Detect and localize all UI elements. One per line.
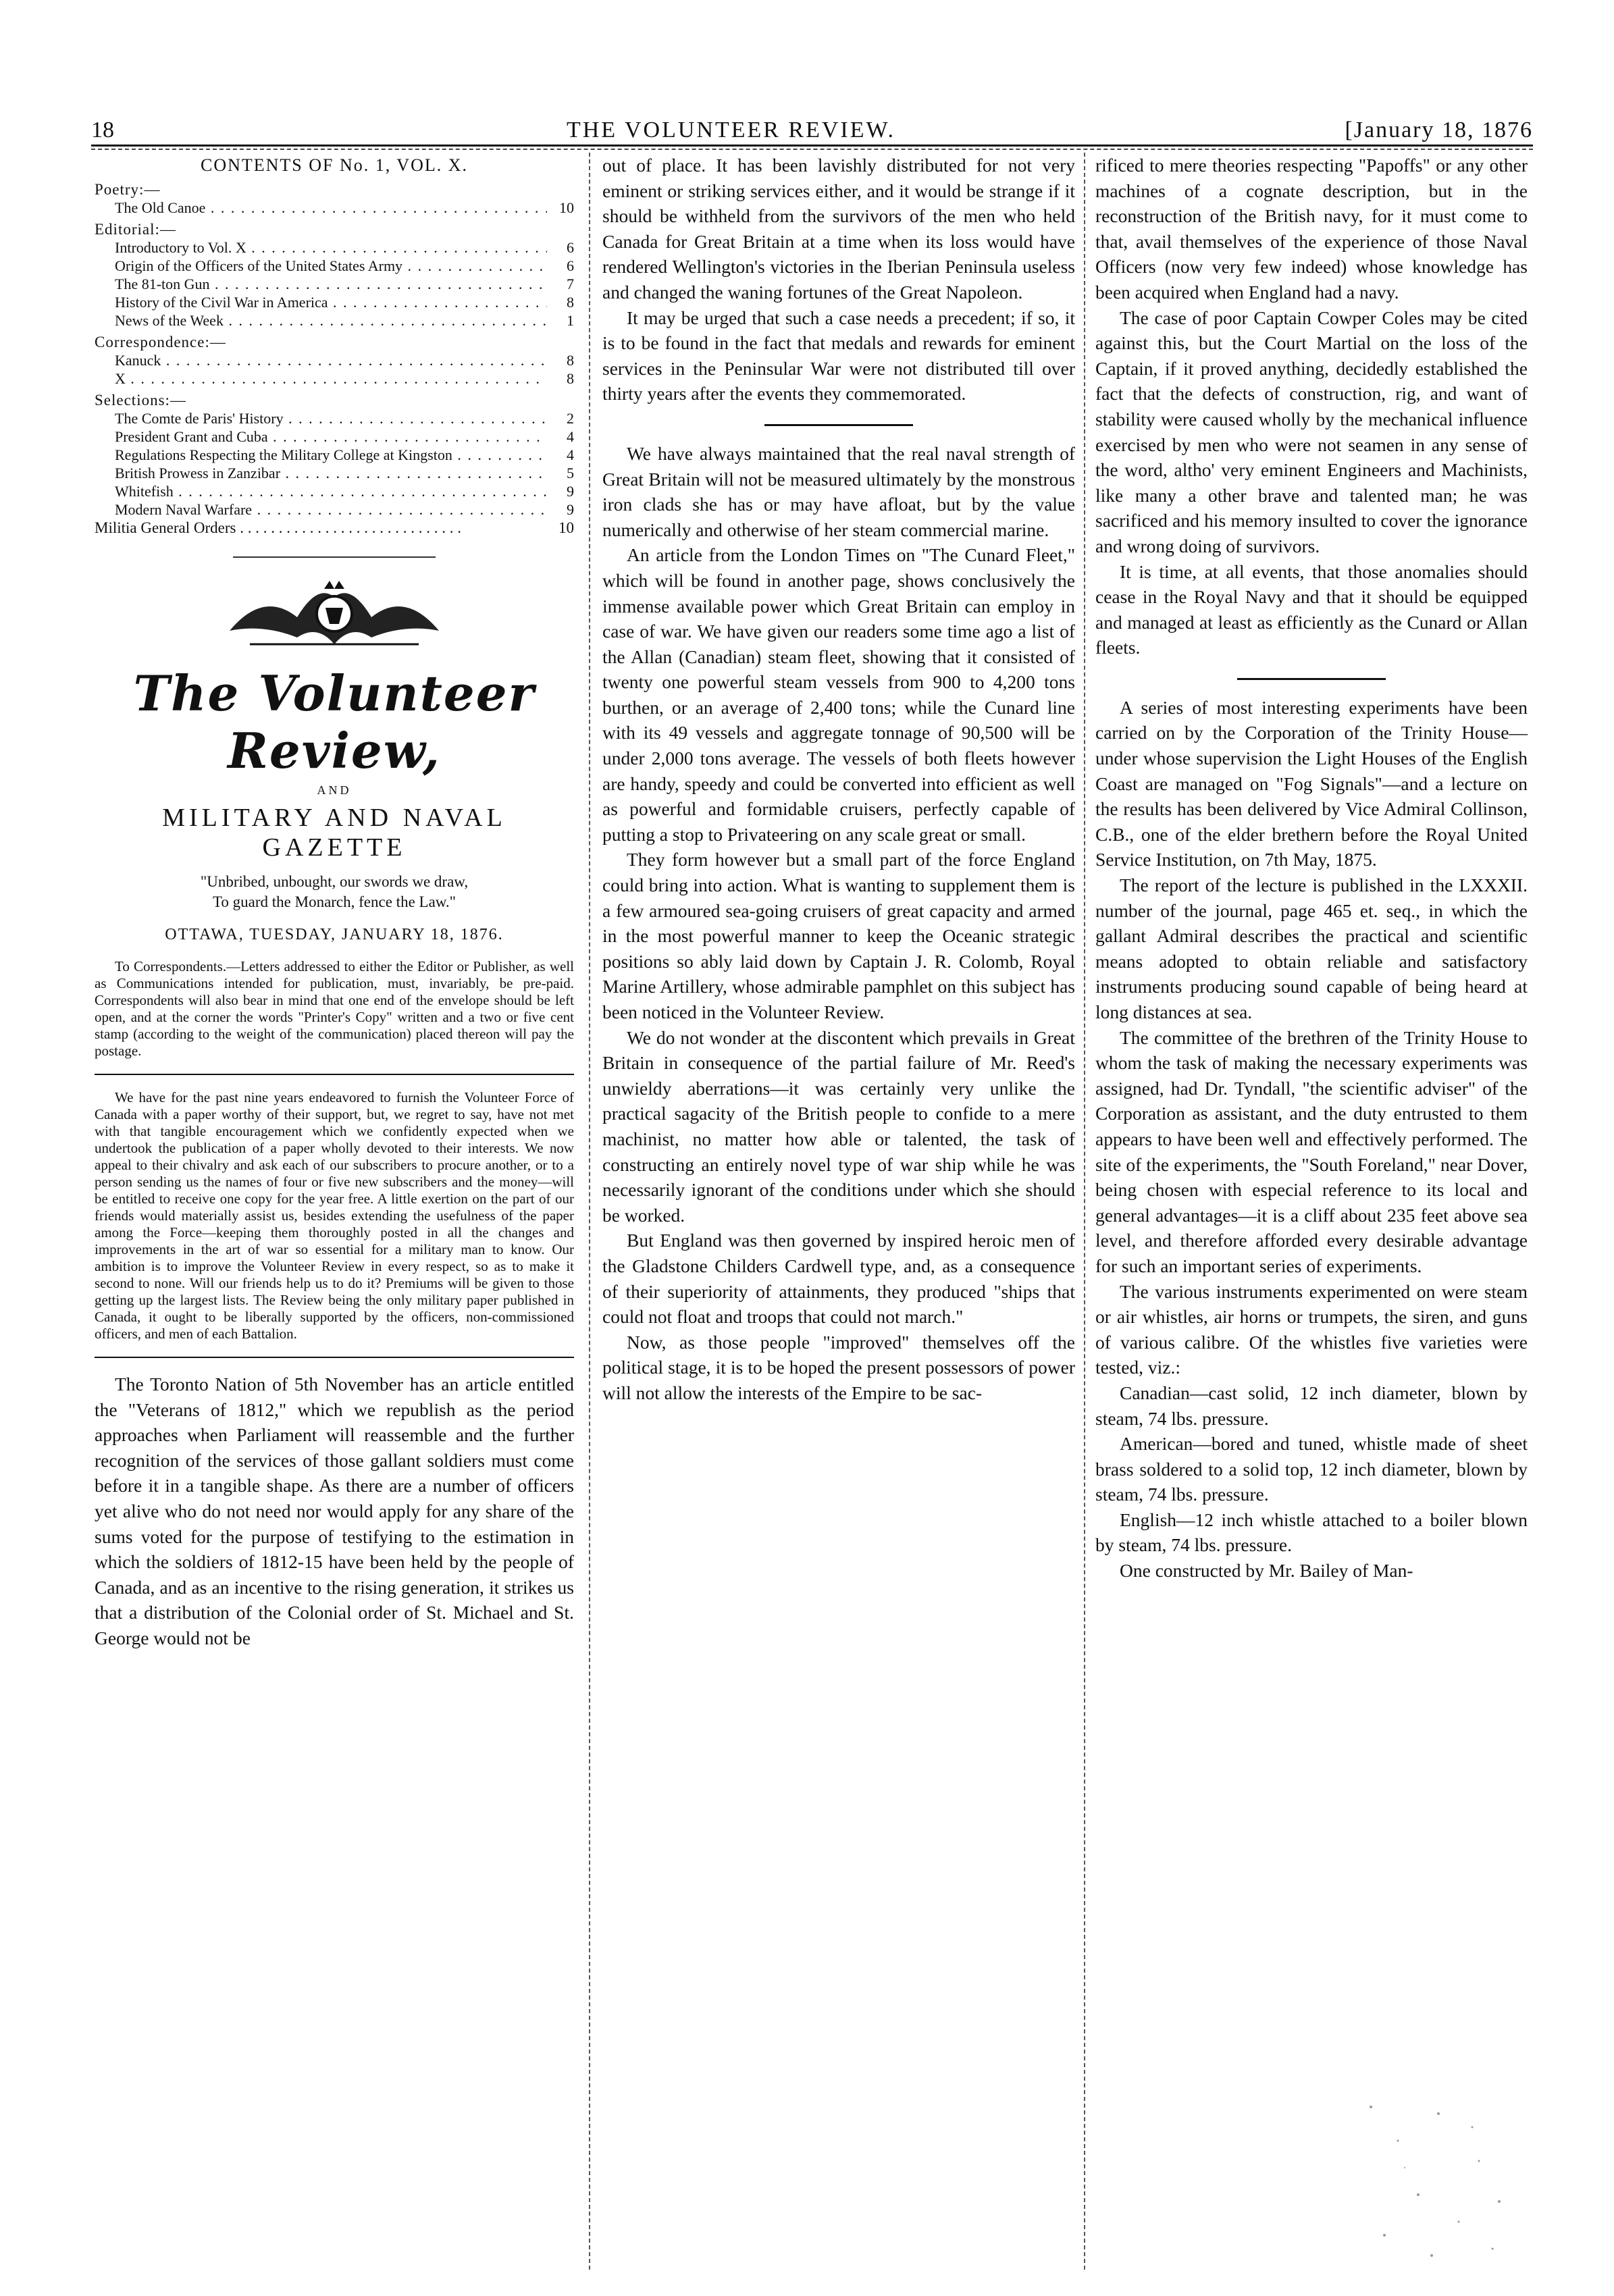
publication-title: THE VOLUNTEER REVIEW.	[566, 118, 895, 142]
print-speckle-decoration	[1357, 2087, 1513, 2269]
masthead-and: AND	[317, 783, 352, 797]
contents-item: Militia General Orders . . . 10	[95, 519, 574, 538]
article-paragraph: Canadian—cast solid, 12 inch diameter, blown by steam, 74 lbs. pressure.	[1095, 1382, 1528, 1429]
contents-item: Whitefish . . . 9	[95, 482, 574, 500]
contents-item: Regulations Respecting the Military College at Kingston . . . 4	[95, 446, 574, 464]
dateline: OTTAWA, TUESDAY, JANUARY 18, 1876.	[165, 926, 504, 943]
contents-item: British Prowess in Zanzibar . . . 5	[95, 464, 574, 482]
column-divider	[589, 153, 590, 2270]
column-3	[1095, 153, 1528, 1584]
page-header	[91, 101, 1533, 143]
article-paragraph: The report of the lecture is published in the LXXXII. number of the journal, page 465 et. seq., in which the gallant Admiral describes the practical and scientific means adopted to obtain reliable and satisfactory instruments producing sound capable of being heard at long distances at sea.	[1095, 875, 1528, 1022]
contents-item: The Comte de Paris' History . . . 2	[95, 409, 574, 427]
article-paragraph: The case of poor Captain Cowper Coles may be cited against this, but the Court Martial on the loss of the Captain, if it proved anything, decidedly established the fact that the defects of construction, rig, and want of stability were caused wholly by the mechanical influence exercised by men who were not seamen in any sense of the word, altho' very eminent Engineers and Machinists, like many a other brave and talented man; he was sacrificed and his memory insulted to cover the ignorance and wrong doing of survivors.	[1095, 307, 1528, 556]
contents-section: Editorial:— Introductory to Vol. X . . . 6 Origin of the Officers of the United States Army . . . 6 The 81-ton Gun . . . 7 History of the Civil War in America . . . 8 News of the Week . . . 1	[95, 221, 574, 330]
article-paragraph: American—bored and tuned, whistle made of sheet brass soldered to a solid top, 12 inch diameter, blown by steam, 74 lbs. pressure.	[1095, 1433, 1528, 1505]
contents-item: News of the Week . . . 1	[95, 311, 574, 330]
article-paragraph: They form however but a small part of the force England could bring into action. What is wanting to supplement them is a few armoured sea-going cruisers of great capacity and armed in the most powerful manner to keep the Oceanic strategic positions so ably laid down by Captain J. R. Colomb, Royal Marine Artillery, whose admirable pamphlet on this subject has been noticed in the Volunteer Review.	[602, 849, 1075, 1022]
contents-item: President Grant and Cuba . . . 4	[95, 427, 574, 446]
contents-section: Poetry:— The Old Canoe . . . 10	[95, 181, 574, 217]
contents-item: Origin of the Officers of the United States Army . . . 6	[95, 257, 574, 275]
header-rule	[91, 145, 1533, 147]
article-paragraph: We do not wonder at the discontent which prevails in Great Britain in consequence of the partial failure of Mr. Reed's unwieldy aberrations—it was certainly very unlike the practical sagacity of the British people to confide to a mere machinist, no matter how able or talented, the task of constructing an entirely novel type of war ship while he was necessarily ignorant of the conditions under which she should be worked.	[602, 1026, 1075, 1226]
section-rule	[1237, 678, 1386, 680]
header-rule-dashed	[91, 149, 1533, 150]
section-rule	[95, 1074, 574, 1075]
article-paragraph: It may be urged that such a case needs a precedent; if so, it is to be found in the fact that medals and rewards for eminent services in the Peninsular War were not distributed till over thirty years after the events they commemorated.	[602, 307, 1075, 405]
contents-item: The 81-ton Gun . . . 7	[95, 275, 574, 293]
notice-subscribers: We have for the past nine years endeavored to furnish the Volunteer Force of Canada with a paper worthy of their support, but, we regret to say, have not met with that tangible encouragement which we confidently expected when we undertook the publication of a paper wholly devoted to their interests. We now appeal to their chivalry and ask each of our subscribers to procure another, or to a person sending us the names of four or five new subscribers and the money—will be entitled to receive one copy for the year free. A little exertion on the part of our friends would materially assist us, besides extending the usefulness of the paper among the Force—keeping them thoroughly posted in all the changes and improvements in the art of war so essential for a military man to know. Our ambition is to improve the Volunteer Review in every respect, so as to make it second to none. Will our friends help us to do it? Premiums will be given to those getting up the largest lists. The Review being the only military paper published in Canada, it ought to be liberally supported by the officers, non-commissioned officers, and men of each Battalion.	[95, 1089, 574, 1342]
page-number: 18	[91, 118, 114, 142]
section-rule	[764, 424, 913, 426]
article-paragraph: The various instruments experimented on were steam or air whistles, air horns or trumpets, the siren, and guns of various calibre. Of the whistles five varieties were tested, viz.:	[1095, 1280, 1528, 1378]
royal-arms-emblem-icon	[223, 577, 446, 658]
article-paragraph: But England was then governed by inspired heroic men of the Gladstone Childers Cardwell type, and, as a consequence of their superiority of attainments, they produced "ships that could not float and troops that could not march."	[602, 1230, 1075, 1328]
article-paragraph: English—12 inch whistle attached to a boiler blown by steam, 74 lbs. pressure.	[1095, 1509, 1528, 1556]
article-paragraph: It is time, at all events, that those anomalies should cease in the Royal Navy and that it should be equipped and managed at least as efficiently as the Cunard or Allan fleets.	[1095, 560, 1528, 658]
contents-item: Modern Naval Warfare . . . 9	[95, 500, 574, 519]
contents-item: Kanuck . . . 8	[95, 351, 574, 369]
contents-item: History of the Civil War in America . . . 8	[95, 293, 574, 311]
contents-item: Introductory to Vol. X . . . 6	[95, 238, 574, 257]
section-rule	[233, 556, 436, 558]
masthead-motto: "Unbribed, unbought, our swords we draw, To guard the Monarch, fence the Law."	[200, 873, 469, 910]
article-paragraph: An article from the London Times on "The Cunard Fleet," which will be found in another page, shows conclusively the immense available power which Great Britain can employ in case of war. We have given our readers some time ago a list of the Allan (Canadian) steam fleet, showing that it consisted of twenty one powerful steam vessels from 900 to 4,200 tons burthen, or an average of 2,400 tons; while the Cunard line with its 49 vessels and aggregate tonnage of 90,500 will be under 2,000 tons average. The vessels of both fleets however are handy, speedy and could be converted into efficient as well as powerful and formidable cruisers, perfectly capable of putting a stop to Privateering on any scale great or small.	[602, 544, 1075, 845]
issue-date: [January 18, 1876	[1345, 118, 1533, 142]
contents-title: CONTENTS OF No. 1, VOL. X.	[200, 155, 469, 175]
contents-item: The Old Canoe . . . 10	[95, 199, 574, 217]
article-paragraph: rificed to mere theories respecting "Papoffs" or any other machines of a cognate description, but in the reconstruction of the British navy, for it must come to that, avail themselves of the experience of those Naval Officers (now very few indeed) whose knowledge has been acquired when England had a navy.	[1095, 155, 1528, 303]
article-paragraph: out of place. It has been lavishly distributed for not very eminent or striking services either, and it would be strange if it should be withheld from the survivors of the men who held Canada for Great Britain at a time when its loss would have rendered Wellington's victories in the Iberian Peninsula useless and changed the waning fortunes of the Great Napoleon.	[602, 155, 1075, 303]
column-divider	[1084, 153, 1085, 2270]
contents-item: X . . . 8	[95, 369, 574, 388]
article-paragraph: The Toronto Nation of 5th November has an article entitled the "Veterans of 1812," which we republish as the period approaches when Parliament will reassemble and the further recognition of the services of those gallant soldiers must come before it in a tangible shape. As there are a number of officers yet alive who do not need nor would apply for any share of the sums voted for the purpose of testifying to the estimation in which the soldiers of 1812-15 have been held by the people of Canada, and as an incentive to the rising generation, it strikes us that a distribution of the Colonial order of St. Michael and St. George would not be	[95, 1374, 574, 1648]
column-2	[602, 153, 1075, 1406]
section-rule	[95, 1357, 574, 1358]
contents-section: Selections:— The Comte de Paris' History . . . 2 President Grant and Cuba . . . 4 Regulations Respecting the Military College at Kingston . . . 4 British Prowess in Zanzibar . . . 5 Whitefish . . . 9 Modern Naval Warfare . . . 9	[95, 392, 574, 519]
masthead-title: The Volunteer Review,	[133, 664, 536, 779]
contents-section: Correspondence:— Kanuck . . . 8 X . . . 8	[95, 334, 574, 388]
article-paragraph: A series of most interesting experiments have been carried on by the Corporation of the Trinity House—under whose supervision the Light Houses of the English Coast are managed on "Fog Signals"—and a lecture on the results has been delivered by Vice Admiral Collinson, C.B., one of the elder brethern before the Royal United Service Institution, on 7th May, 1875.	[1095, 696, 1528, 870]
notice-correspondents: To Correspondents.—Letters addressed to either the Editor or Publisher, as well as Communications intended for publication, must, invariably, be pre-paid. Correspondents will also bear in mind that one end of the envelope should be left open, and at the corner the words "Printer's Copy" written and a two or five cent stamp (according to the weight of the communication) placed thereon will pay the postage.	[95, 958, 574, 1059]
article-paragraph: The committee of the brethren of the Trinity House to whom the task of making the necessary experiments was assigned, had Dr. Tyndall, "the scientific adviser" of the Corporation as assistant, and the duty entrusted to them appears to have been well and effectively performed. The site of the experiments, the "South Foreland," near Dover, being chosen with especial reference to its local and general advantages—it is a cliff about 235 feet above sea level, and therefore afforded every desirable advantage for such an important series of experiments.	[1095, 1026, 1528, 1276]
article-paragraph: We have always maintained that the real naval strength of Great Britain will not be measured ultimately by the monstrous iron clads she has or may have afloat, but by the value numerically and otherwise of her steam commercial marine.	[602, 442, 1075, 540]
masthead-subtitle: MILITARY AND NAVAL GAZETTE	[162, 804, 506, 862]
article-paragraph: Now, as those people "improved" themselves off the political stage, it is to be hoped the present possessors of power will not allow the interests of the Empire to be sac-	[602, 1331, 1075, 1403]
column-1	[95, 153, 574, 1651]
article-paragraph: One constructed by Mr. Bailey of Man-	[1120, 1560, 1413, 1582]
